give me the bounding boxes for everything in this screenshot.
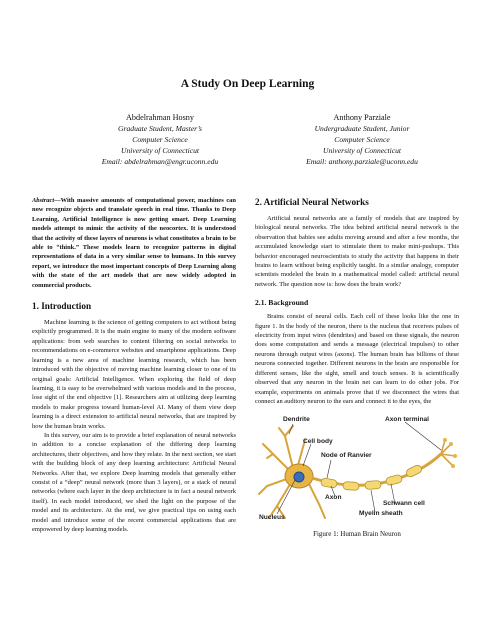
label-schwann-cell: Schwann cell <box>383 500 425 508</box>
figure-caption: Figure 1: Human Brain Neuron <box>313 530 401 539</box>
nucleus-shape <box>294 472 304 482</box>
label-node-ranvier: Node of Ranvier <box>321 452 372 460</box>
author-name: Anthony Parziale <box>333 113 391 122</box>
author-email: Email: abdelrahman@engr.uconn.edu <box>101 157 219 166</box>
label-axon-terminal: Axon terminal <box>385 416 429 424</box>
neuron-illustration <box>255 414 459 526</box>
ann-paragraph-1: Artificial neural networks are a family of models that are inspired by biological neural networks. The idea behind artificial neural network is the observation that babies see adults moving around and after a few months, the accumulated knowledge start to stimulate them to make mini-pushups. This behavior encouraged neuroscientists to study the activity that happens in their brains to learn without being explicitly taught. In a similar analogy, computer scientists modeled the brain in a mathematical model called: artificial neural network. The question now is: how does the brain work? <box>255 215 459 288</box>
neuron-figure <box>255 414 459 526</box>
author-email: Email: anthony.parziale@uconn.edu <box>306 157 418 166</box>
author-univ: University of Connecticut <box>120 146 200 155</box>
label-axon: Axon <box>325 494 342 502</box>
author-role: Undergraduate Student, Junior <box>314 124 410 133</box>
abstract-text: —With massive amounts of computational power, machines can now recognize objects and translate speech in real time. Thanks to Deep Learning, Artificial Intelligence is now getting smart. Deep Learning models attempt to mimic the activity of the neocortex. It is understood that the activity of these layers of neurons is what constitutes a brain to be able to “think.” These models learn to recognize patterns in digital representations of data in a very similar sense to humans. In this survey report, we introduce the most important concepts of Deep Learning along with the state of the art models that are now widely adopted in commercial products. <box>32 197 236 289</box>
background-paragraph-1: Brains consist of neural cells. Each cell of these looks like the one in figure 1. In the body of the neuron, there is the nucleus that receives pulses of electricity from input wires (dendrites) and based on these signals, the neuron does some computation and sends a message (electrical impulses) to other neurons through output wires (axons). The human brain has billions of these neurons connected together. Different neurons in the brain are responsible for different senses, like the sight, smell and touch senses. It is scientifically observed that any neuron in the brain net can learn to do other jobs. For example, experiments on animals prove that if we disconnect the wires that connect an auditory neuron to the ears and connect it to the eyes, the <box>255 313 459 405</box>
author-dept: Computer Science <box>132 135 188 144</box>
author-dept: Computer Science <box>334 135 390 144</box>
right-column <box>255 196 459 538</box>
abstract <box>32 196 236 290</box>
author-block-2 <box>262 112 462 167</box>
label-nucleus: Nucleus <box>259 514 285 522</box>
intro-paragraph-1: Machine learning is the science of getting computers to act without being explicitly programmed. It is the main engine to many of the modern software applications: from web searches to content filtering on social networks to recommendations on e-commerce websites and smartphone applications. Deep learning is a new area of machine learning research, which has been introduced with the objective of moving machine learning closer to one of its original goals: Artificial Intelligence. When exploring the field of deep learning, it is easy to be overwhelmed with various models and in the process, lose sight of the end objective [1]. Researchers aim at utilizing deep learning models to make progress toward human-level AI. Many of them view deep learning is a direct extension to artificial neural networks, that are inspired by how the human brain works. <box>32 319 236 430</box>
label-cell-body: Cell body <box>303 438 333 446</box>
author-block-1 <box>60 112 260 167</box>
label-myelin-sheath: Myelin sheath <box>359 510 403 518</box>
label-dendrite: Dendrite <box>283 416 310 424</box>
subsection-heading-background: 2.1. Background <box>255 298 309 308</box>
left-column <box>32 196 236 534</box>
author-univ: University of Connecticut <box>322 146 402 155</box>
section-heading-ann: 2. Artificial Neural Networks <box>255 197 369 207</box>
myelin-segments <box>320 464 423 491</box>
section-heading-introduction: 1. Introduction <box>32 301 92 312</box>
author-role: Graduate Student, Master’s <box>118 124 202 133</box>
intro-paragraph-2: In this survey, our aim is to provide a brief explanation of neural networks in addition to a concise explanation of the differing deep learning architectures, their objectives, and how they relate. In the next section, we start with the building block of any deep learning architecture: Artificial Neural Networks. After that, we explore Deep learning models that generally either consist of a “deep” neural network (more than 3 layers), or a stack of neural networks (where each layer in the deep architecture is in fact a neural network itself). In each model introduced, we shed the light on the purpose of the model and its architecture. At the end, we give practical tips on using each model and introduce some of the recent commercial applications that are empowered by deep learning models. <box>32 431 236 533</box>
abstract-lead: Abstract <box>32 197 55 204</box>
paper-title: A Study On Deep Learning <box>180 78 315 90</box>
author-name: Abdelrahman Hosny <box>126 113 194 122</box>
